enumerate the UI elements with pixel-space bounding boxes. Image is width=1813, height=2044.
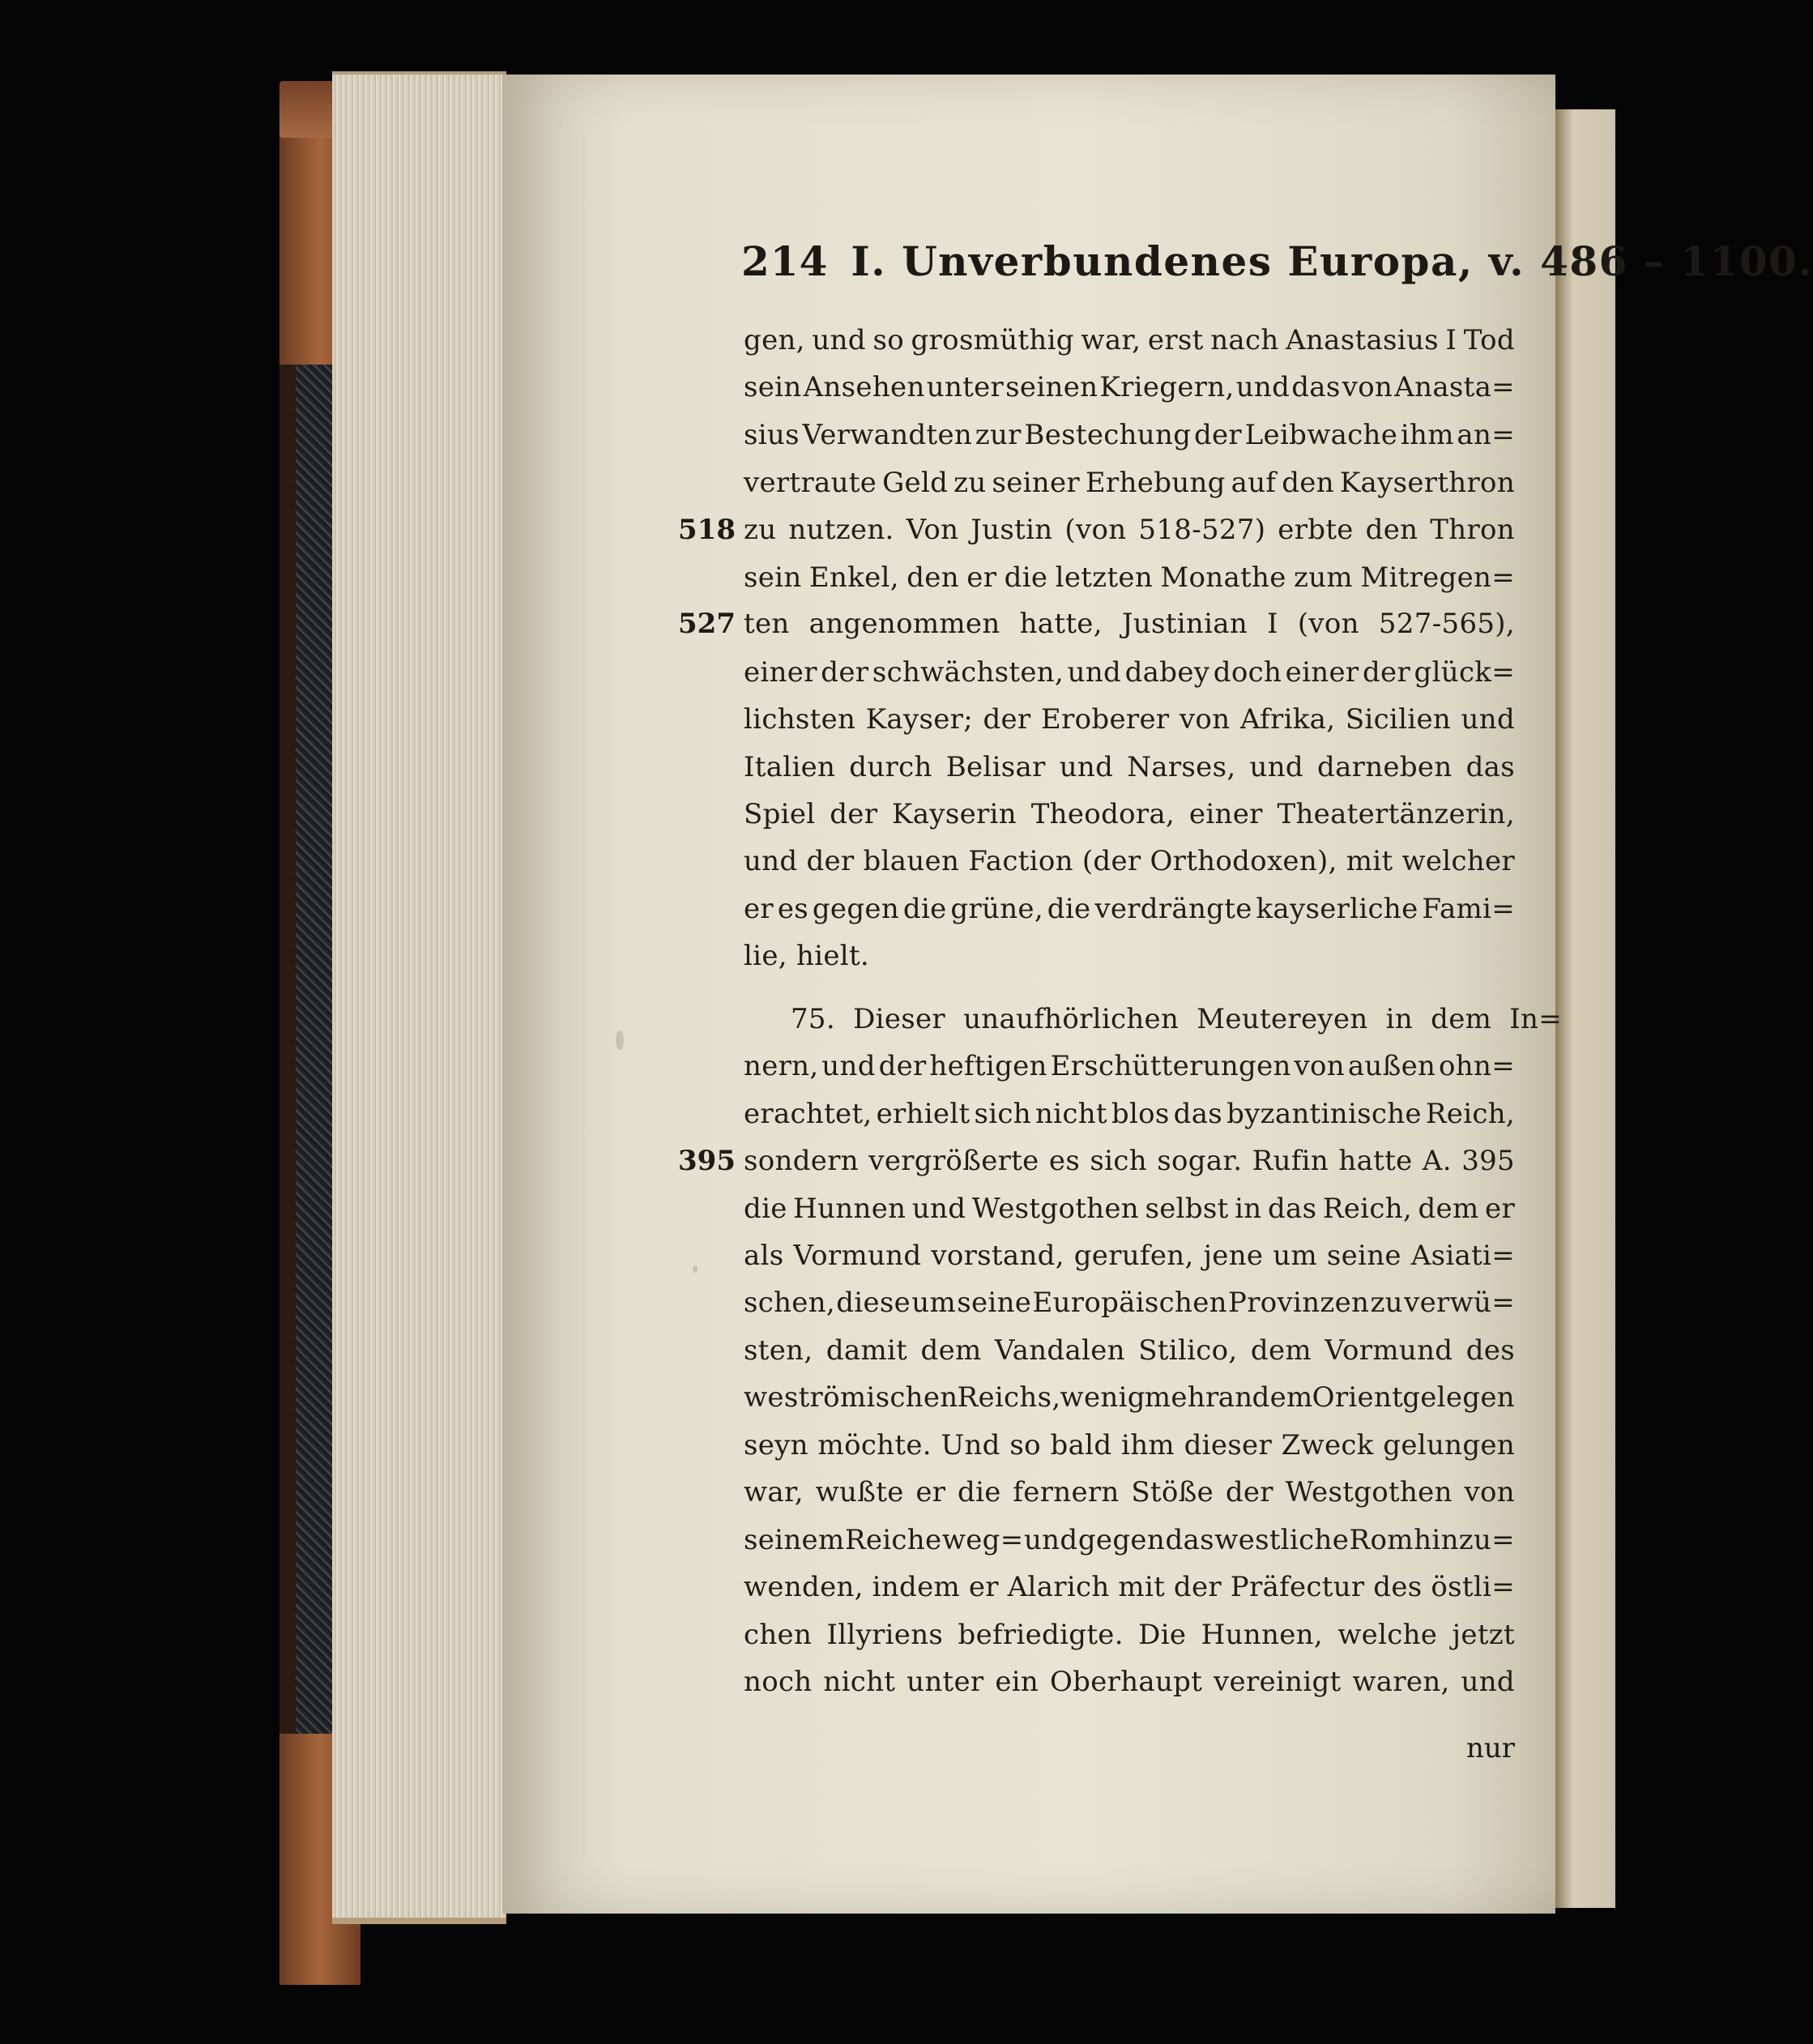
text-line: gen, und so grosmüthig war, erst nach Anastasius I Tod	[744, 324, 1515, 356]
text-line: sondern vergrößerte es sich sogar. Rufin hatte A. 395	[744, 1145, 1515, 1177]
text-line: und der blauen Faction (der Orthodoxen), mit welcher	[744, 845, 1515, 877]
text-line: ten angenommen hatte, Justinian I (von 527-565),	[744, 608, 1515, 640]
text-line: war, wußte er die fernern Stöße der Westgothen von	[744, 1476, 1515, 1508]
text-line: seinem Reiche weg= und gegen das westliche Rom hinzu=	[744, 1524, 1515, 1556]
text-line: schen, diese um seine Europäischen Provinzen zu verwü=	[744, 1287, 1515, 1319]
text-line: die Hunnen und Westgothen selbst in das Reich, dem er	[744, 1193, 1515, 1225]
text-line: sein Ansehen unter seinen Kriegern, und das von Anasta=	[744, 371, 1515, 403]
text-line: sten, damit dem Vandalen Stilico, dem Vormund des	[744, 1334, 1515, 1367]
text-line: wenden, indem er Alarich mit der Präfectur des östli=	[744, 1571, 1515, 1603]
text-line: chen Illyriens befriedigte. Die Hunnen, welche jetzt	[744, 1619, 1515, 1651]
running-title: I. Unverbundenes Europa, v. 486 – 1100.	[851, 237, 1813, 285]
text-line: er es gegen die grüne, die verdrängte kayserliche Fami=	[744, 893, 1516, 925]
text-line: Spiel der Kayserin Theodora, einer Theatertänzerin,	[744, 798, 1515, 830]
paragraph-start-line: 75. Dieser unaufhörlichen Meutereyen in dem In=	[791, 1003, 1563, 1035]
text-line: lichsten Kayser; der Eroberer von Afrika, Sicilien und	[744, 703, 1516, 736]
text-line: erachtet, erhielt sich nicht blos das byzantinische Reich,	[744, 1098, 1516, 1130]
page-edges	[332, 71, 506, 1924]
margin-year: 395	[678, 1145, 736, 1177]
text-line: Italien durch Belisar und Narses, und darneben das	[744, 751, 1515, 783]
text-line: als Vormund vorstand, gerufen, jene um seine Asiati=	[744, 1240, 1516, 1272]
text-line: seyn möchte. Und so bald ihm dieser Zweck gelungen	[744, 1429, 1516, 1462]
text-line: weströmischen Reichs, wenig mehr an dem Orient gelegen	[744, 1381, 1515, 1414]
text-line: sius Verwandten zur Bestechung der Leibwache ihm an=	[744, 419, 1515, 451]
text-line: zu nutzen. Von Justin (von 518-527) erbte den Thron	[744, 514, 1515, 546]
text-line: einer der schwächsten, und dabey doch einer der glück=	[744, 656, 1515, 689]
text-line: vertraute Geld zu seiner Erhebung auf den Kayserthron	[744, 467, 1516, 499]
text-line: nern, und der heftigen Erschütterungen von außen ohn=	[744, 1050, 1515, 1082]
text-line: sein Enkel, den er die letzten Monathe zum Mitregen=	[744, 561, 1516, 594]
catchword: nur	[1465, 1731, 1515, 1764]
text-line: lie, hielt.	[744, 940, 870, 972]
right-page-edge	[1555, 109, 1615, 1908]
margin-year: 527	[678, 608, 736, 640]
text-line: noch nicht unter ein Oberhaupt vereinigt waren, und	[744, 1666, 1515, 1698]
page-number: 214	[741, 237, 829, 285]
margin-year: 518	[678, 514, 736, 546]
running-header	[741, 231, 1813, 292]
